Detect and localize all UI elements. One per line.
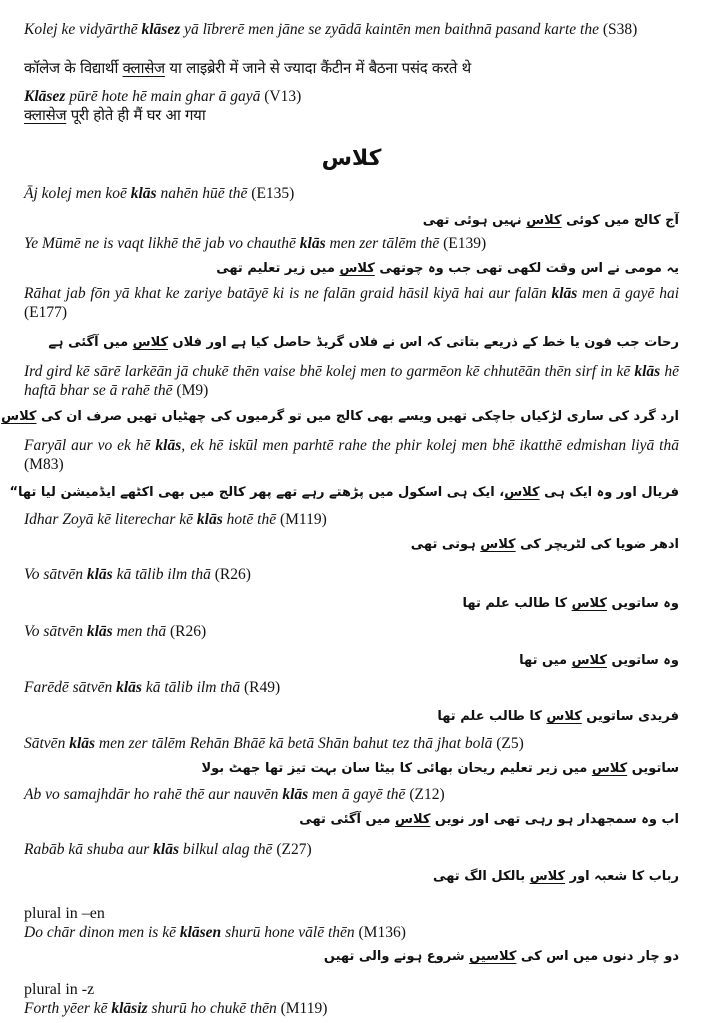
keyword-underlined: کلاس [571, 653, 607, 668]
example-urdu: رباب کا شعبہ اور کلاس بالکل الگ تھی [433, 869, 679, 884]
keyword: klās [196, 511, 223, 528]
example-roman: Sātvēn klās men zer tālēm Rehān Bhāē kā betā Shān bahut tez thā jhat bolā (Z5) [24, 735, 524, 752]
keyword: klāsez [141, 21, 181, 38]
keyword: klās [551, 285, 578, 302]
example-roman: Ird gird kē sārē larkēān jā chukē thēn vaise bhē kolej men to garmēon kē chhutēān thēn sirf in kē klās hē haftā bhar se ā rahē thē (M9) [24, 363, 679, 399]
example-roman: Ab vo samajhdār ho rahē thē aur nauvēn klās men ā gayē thē (Z12) [24, 786, 445, 803]
example-roman: Idhar Zoyā kē literechar kē klās hotē thē (M119) [24, 511, 327, 528]
example-urdu: دو چار دنوں میں اس کی کلاسیں شروع ہونے والی تھیں [323, 949, 679, 964]
example-roman: Farēdē sātvēn klās kā tālib ilm thā (R49) [24, 679, 281, 696]
source-ref: (R26) [214, 566, 251, 583]
example-urdu: ادھر ضویا کی لٹریچر کی کلاس ہوتی تھی [410, 537, 679, 552]
plural-z-label: plural in -z [24, 981, 95, 998]
example-roman: Rāhat jab fōn yā khat ke zariye batāyē ki is ne falān graid hāsil kiyā hai aur falān klās men ā gayē hai (E177) [24, 285, 679, 321]
keyword-underlined: کلاس [504, 485, 540, 500]
keyword-underlined: क्लासेज [24, 106, 67, 124]
keyword: klās [299, 235, 326, 252]
keyword-underlined: क्लासेज [122, 59, 165, 77]
example-urdu: فریال اور وہ ایک ہی کلاس، ایک ہی اسکول میں پڑھتے رہے تھے پھر کالج میں بھی اکٹھے ایڈمیشن لیا تھا“ [9, 485, 679, 500]
keyword-underlined: کلاس [339, 261, 375, 276]
keyword: klās [634, 363, 661, 380]
example-urdu: یہ مومی نے اس وقت لکھی تھی جب وہ چوتھی کلاس میں زیر تعلیم تھی [216, 261, 679, 276]
keyword: klāsen [179, 924, 222, 941]
keyword: klāsiz [111, 1000, 148, 1017]
plural-en-label: plural in –en [24, 905, 105, 922]
keyword-underlined: کلاس [132, 335, 169, 350]
example-hindi: कॉलेज के विद्यार्थी क्लासेज या लाइब्रेरी में जाने से ज्यादा कैंटीन में बैठना पसंद करते थे [24, 59, 471, 77]
example-urdu: آج کالج میں کوئی کلاس نہیں ہوئی تھی [422, 213, 679, 228]
keyword: klās [153, 841, 180, 858]
keyword: klās [69, 735, 96, 752]
source-ref: (Z5) [496, 735, 524, 752]
example-roman: Do chār dinon men is kē klāsen shurū hone vālē thēn (M136) [24, 924, 406, 941]
example-urdu: ارد گرد کی ساری لڑکیاں جاچکی تھیں ویسے بھی کالج میں تو گرمیوں کی چھٹیاں تھیں صرف ان کی کلاس [1, 409, 679, 424]
keyword: klās [130, 185, 157, 202]
example-roman: Āj kolej men koē klās nahēn hūē thē (E135) [24, 185, 295, 202]
keyword: klās [282, 786, 309, 803]
source-ref: (E139) [443, 235, 487, 252]
source-ref: (R26) [169, 623, 207, 640]
example-urdu: ساتویں کلاس میں زیر تعلیم ریحان بھائی کا بیٹا سان بہت تیز تھا جھٹ بولا [201, 761, 679, 776]
keyword-underlined: کلاسیں [469, 949, 517, 964]
example-roman: Forth yēer kē klāsiz shurū ho chukē thēn (M119) [24, 1000, 328, 1017]
keyword: klās [86, 566, 113, 583]
keyword: klās [116, 679, 142, 696]
example-roman: Faryāl aur vo ek hē klās, ek hē iskūl men parhtē rahe the phir kolej men bhē ikatthē edmishan liyā thā (M83) [24, 437, 679, 473]
source-ref: (M119) [279, 511, 327, 528]
source-ref: (Z27) [276, 841, 312, 858]
source-ref: (E135) [251, 185, 295, 202]
example-urdu: رحات جب فون یا خط کے ذریعے بتاتی کہ اس نے فلاں گریڈ حاصل کیا ہے اور فلاں کلاس میں آگئی ہے [48, 335, 679, 350]
example-urdu: وہ ساتویں کلاس میں تھا [519, 653, 679, 668]
keyword-underlined: کلاس [529, 869, 566, 884]
example-roman: Kolej ke vidyārthē klāsez yā lībrerē men jāne se zyādā kaintēn men baithnā pasand karte the (S38) [24, 21, 638, 38]
section-heading: کلاس [321, 146, 382, 171]
keyword: klās [86, 623, 113, 640]
source-ref: (R49) [244, 679, 281, 696]
source-ref: (E177) [24, 304, 68, 321]
example-roman: Ye Mūmē ne is vaqt likhē thē jab vo chauthē klās men zer tālēm thē (E139) [24, 235, 487, 252]
example-roman: Vo sātvēn klās men thā (R26) [24, 623, 207, 640]
source-ref: (M119) [280, 1000, 328, 1017]
keyword-underlined: کلاس [480, 537, 516, 552]
keyword-underlined: کلاس [571, 596, 607, 611]
keyword-underlined: کلاس [526, 213, 562, 228]
example-urdu: وہ ساتویں کلاس کا طالب علم تھا [462, 596, 679, 611]
keyword: Klāsez [24, 88, 66, 105]
example-roman: Klāsez pūrē hote hē main ghar ā gayā (V13) [24, 88, 302, 105]
source-ref: (M136) [358, 924, 406, 941]
example-urdu: فریدی ساتویں کلاس کا طالب علم تھا [437, 709, 679, 724]
example-roman: Rabāb kā shuba aur klās bilkul alag thē (Z27) [24, 841, 312, 858]
keyword-underlined: کلاس [591, 761, 628, 776]
example-roman: Vo sātvēn klās kā tālib ilm thā (R26) [24, 566, 251, 583]
keyword-underlined: کلاس [546, 709, 582, 724]
keyword-underlined: کلاس [1, 409, 37, 424]
source-ref: (V13) [264, 88, 302, 105]
example-hindi: क्लासेज पूरी होते ही मैं घर आ गया [24, 106, 206, 124]
source-ref: (M83) [24, 456, 64, 473]
keyword: klās [155, 437, 182, 454]
keyword-underlined: کلاس [395, 812, 431, 827]
example-urdu: اب وہ سمجھدار ہو رہی تھی اور نویں کلاس میں آگئی تھی [299, 812, 679, 827]
source-ref: (M9) [176, 382, 209, 399]
source-ref: (S38) [602, 21, 638, 38]
source-ref: (Z12) [409, 786, 445, 803]
